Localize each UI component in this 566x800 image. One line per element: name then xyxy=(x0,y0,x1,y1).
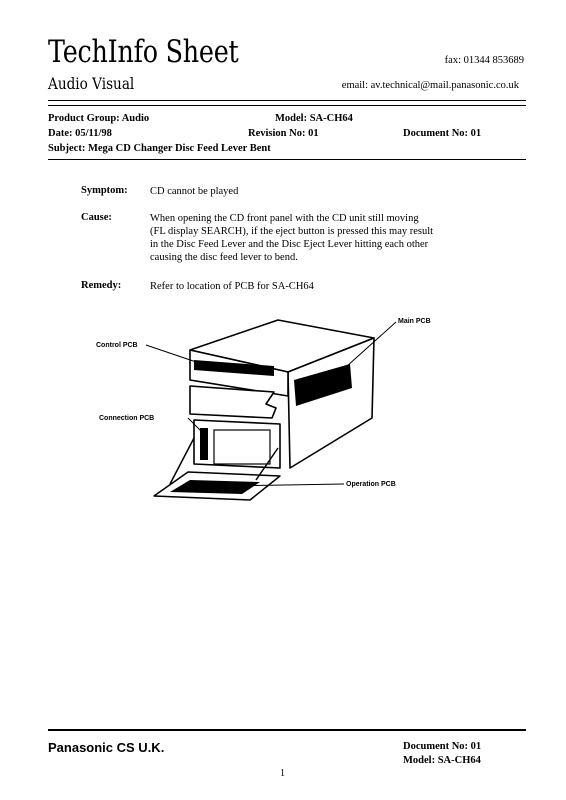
connection-pcb-label: Connection PCB xyxy=(99,415,155,422)
document-title: TechInfo Sheet xyxy=(48,34,239,70)
header-rule-top xyxy=(48,100,526,101)
remedy-text: Refer to location of PCB for SA-CH64 xyxy=(150,281,314,292)
document-number: Document No: 01 xyxy=(403,128,482,139)
document-date: Date: 05/11/98 xyxy=(48,128,112,139)
footer-brand: Panasonic CS U.K. xyxy=(48,740,165,755)
display-window xyxy=(214,430,270,464)
symptom-text: CD cannot be played xyxy=(150,186,239,197)
footer-document-number: Document No: 01 xyxy=(403,741,482,752)
page-number: 1 xyxy=(280,768,285,779)
document-subtitle: Audio Visual xyxy=(48,74,135,93)
email-address: email: av.technical@mail.panasonic.co.uk xyxy=(341,80,519,91)
cause-line: in the Disc Feed Lever and the Disc Eject Lever hitting each other xyxy=(150,239,429,250)
unit-front-middle xyxy=(190,386,276,418)
cause-label: Cause: xyxy=(81,212,112,223)
model-number: Model: SA-CH64 xyxy=(275,113,353,124)
control-pcb-label: Control PCB xyxy=(96,342,138,349)
product-group: Product Group: Audio xyxy=(48,113,150,124)
cause-line: When opening the CD front panel with the CD unit still moving xyxy=(150,213,419,224)
remedy-label: Remedy: xyxy=(81,280,122,291)
meta-rule xyxy=(48,159,526,160)
document-subject: Subject: Mega CD Changer Disc Feed Lever Bent xyxy=(48,143,271,154)
main-pcb-label: Main PCB xyxy=(398,318,431,325)
footer-rule xyxy=(48,729,526,731)
symptom-label: Symptom: xyxy=(81,185,128,196)
cause-line: (FL display SEARCH), if the eject button is pressed this may result xyxy=(150,226,434,237)
pcb-location-diagram xyxy=(90,308,431,508)
header-rule-bottom xyxy=(48,105,526,106)
fax-number: fax: 01344 853689 xyxy=(444,55,524,66)
footer-model-number: Model: SA-CH64 xyxy=(403,755,481,766)
revision-number: Revision No: 01 xyxy=(248,128,319,139)
cause-line: causing the disc feed lever to bend. xyxy=(150,252,298,263)
operation-pcb-label: Operation PCB xyxy=(346,481,396,488)
connection-pcb-shape xyxy=(200,428,208,460)
